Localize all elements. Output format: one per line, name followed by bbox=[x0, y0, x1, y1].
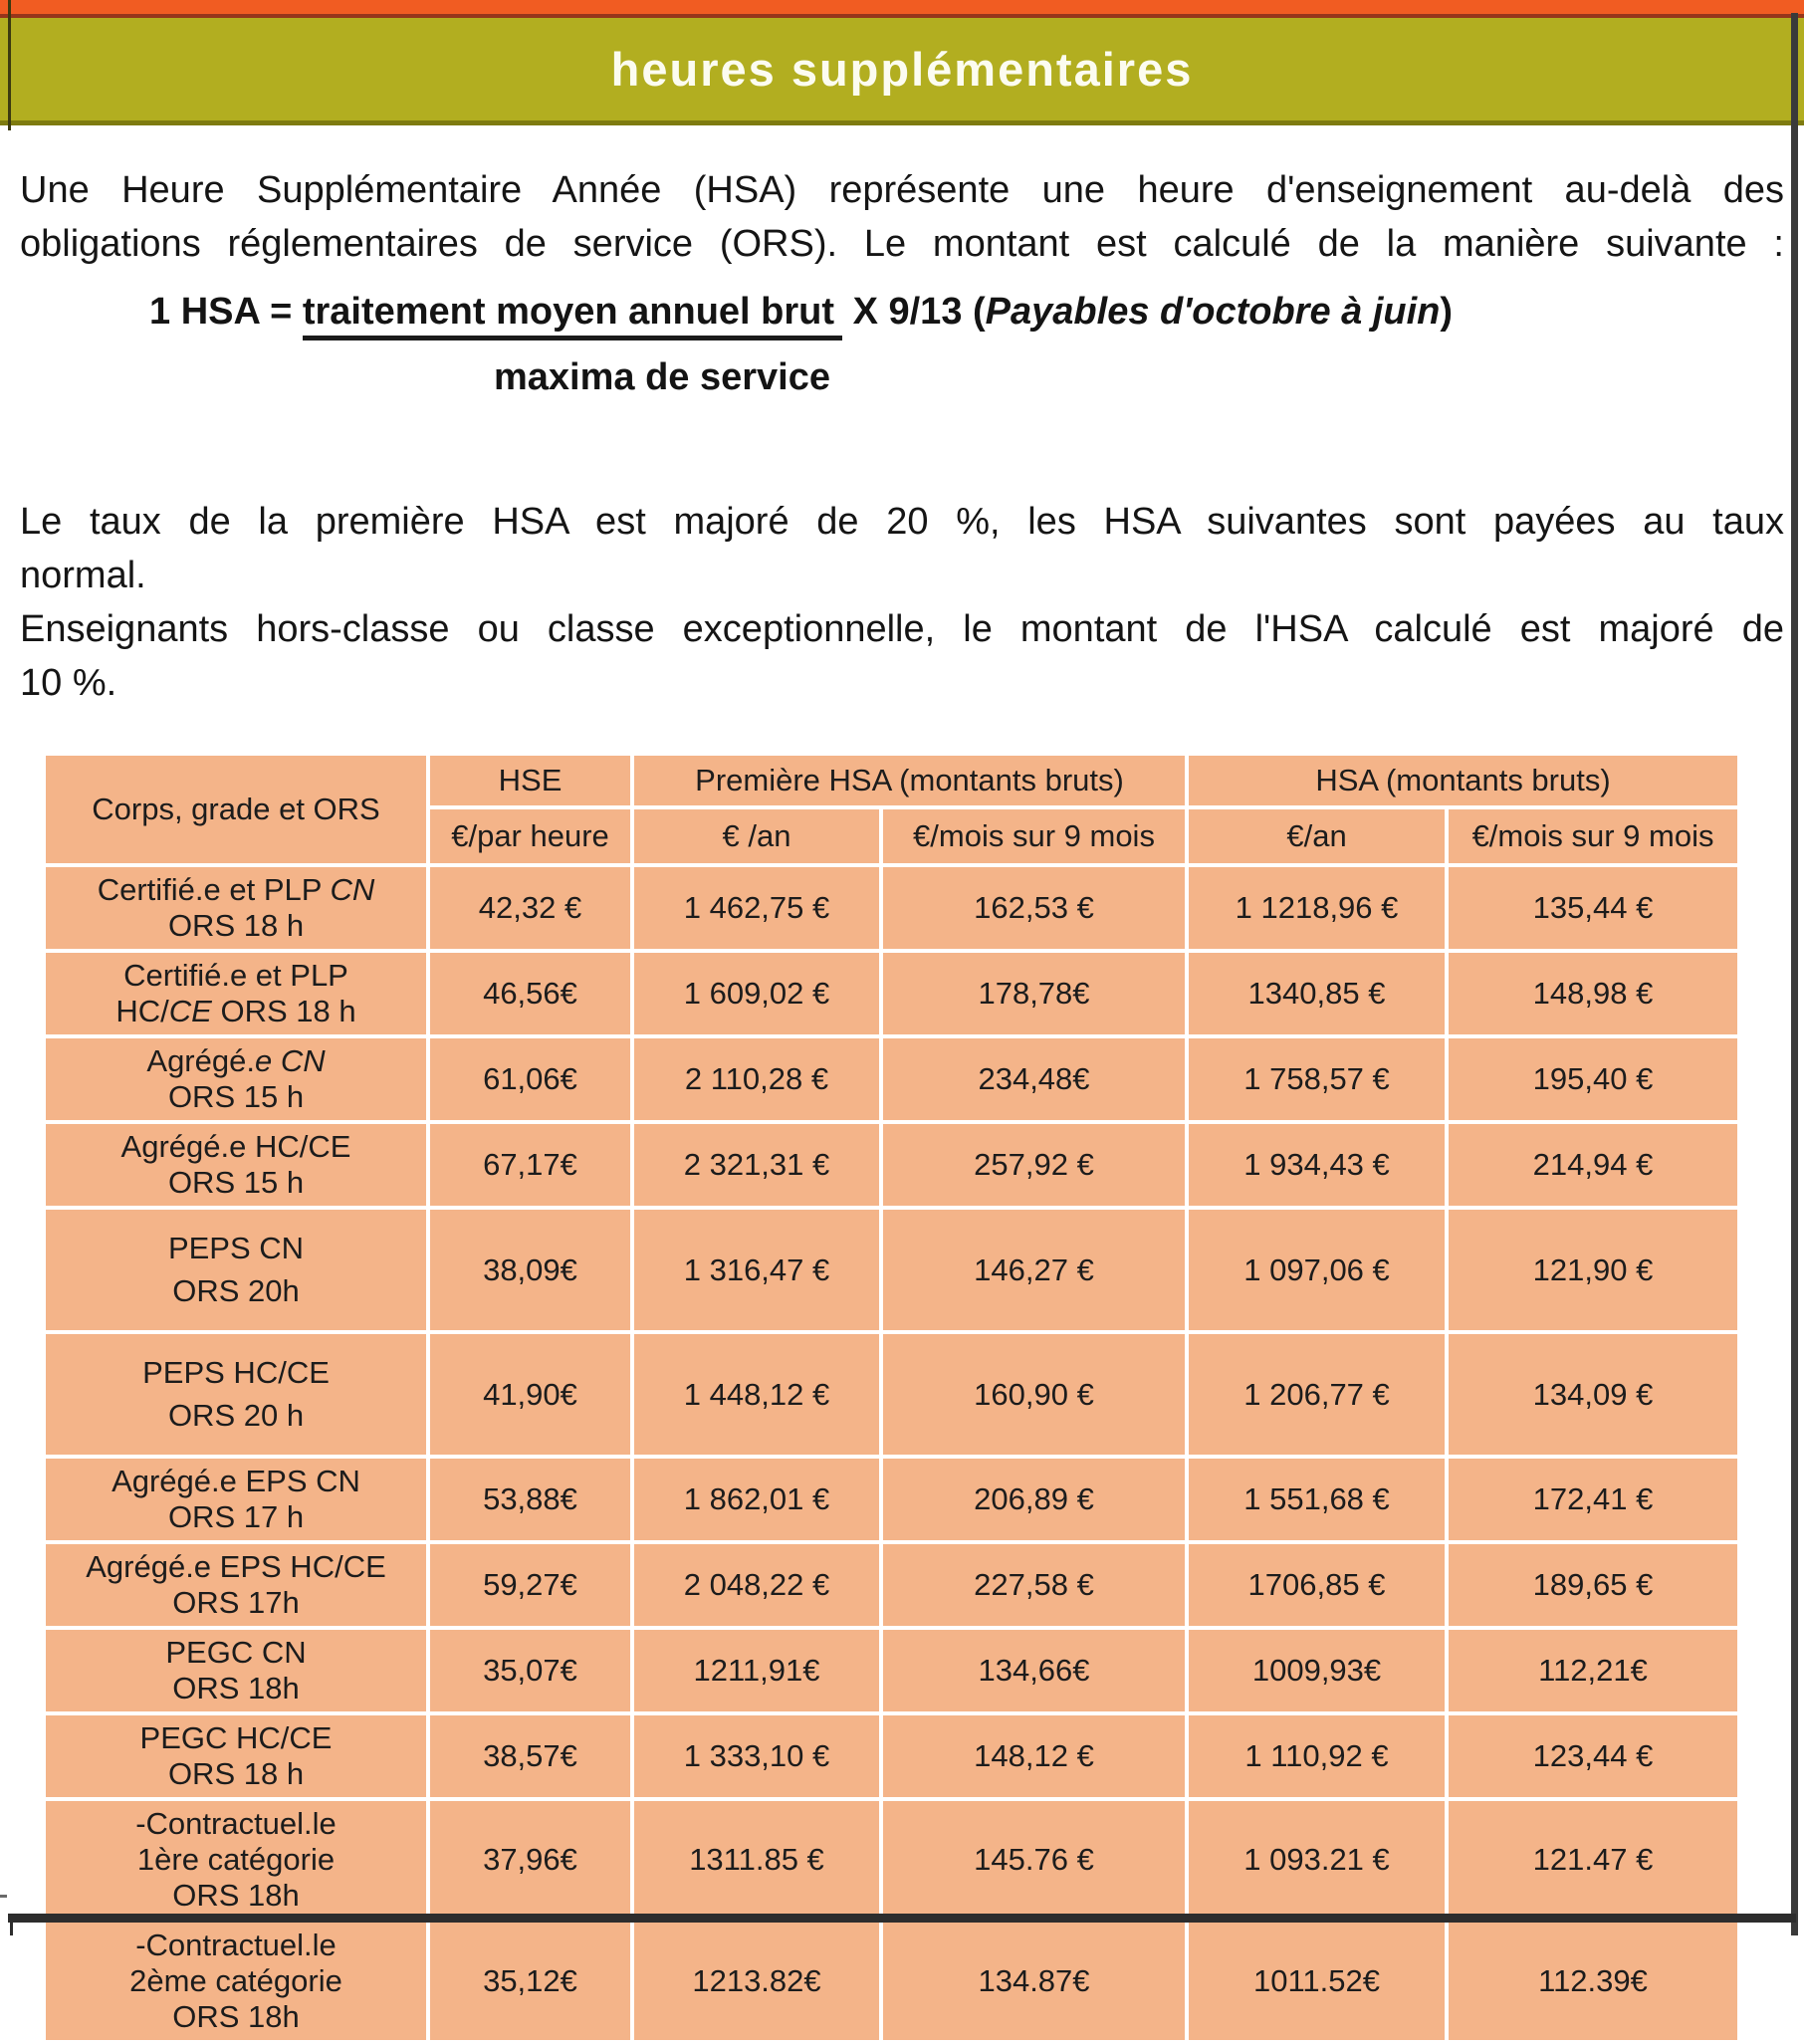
table-row bbox=[44, 1921, 1739, 2042]
text-line: Enseignants hors-classe ou classe exceptionnelle, le montant de l'HSA calculé est majoré de bbox=[20, 608, 1784, 650]
formula-denominator: maxima de service bbox=[493, 356, 830, 398]
value-cell: 112,21€ bbox=[1447, 1628, 1739, 1713]
value-cell: 53,88€ bbox=[428, 1457, 632, 1542]
value-cell: 38,57€ bbox=[428, 1713, 632, 1799]
value-cell: 178,78€ bbox=[881, 951, 1187, 1036]
value-cell: 134,66€ bbox=[881, 1628, 1187, 1713]
value-cell: 148,12 € bbox=[881, 1713, 1187, 1799]
title-banner bbox=[0, 14, 1804, 125]
value-cell: 1311.85 € bbox=[632, 1799, 881, 1921]
value-cell: 206,89 € bbox=[881, 1457, 1187, 1542]
value-cell: 1 862,01 € bbox=[632, 1457, 881, 1542]
corps-cell: Agrégé.e CN ORS 15 h bbox=[44, 1036, 428, 1122]
value-cell: 1 206,77 € bbox=[1187, 1332, 1447, 1457]
value-cell: 160,90 € bbox=[881, 1332, 1187, 1457]
table-row bbox=[44, 951, 1739, 1036]
value-cell: 59,27€ bbox=[428, 1542, 632, 1628]
corps-cell: Certifié.e et PLP CN ORS 18 h bbox=[44, 865, 428, 951]
overtime-rates-table bbox=[42, 752, 1741, 2044]
value-cell: 134.87€ bbox=[881, 1921, 1187, 2042]
formula-close-paren: ) bbox=[1440, 291, 1454, 333]
value-cell: 1011.52€ bbox=[1187, 1921, 1447, 2042]
header-hsa-an: €/an bbox=[1187, 807, 1447, 865]
header-premiere-mois: €/mois sur 9 mois bbox=[881, 807, 1187, 865]
header-premiere-hsa: Première HSA (montants bruts) bbox=[632, 754, 1187, 807]
header-hse-unit: €/par heure bbox=[428, 807, 632, 865]
table-row bbox=[44, 1332, 1739, 1457]
table-row bbox=[44, 1036, 1739, 1122]
value-cell: 257,92 € bbox=[881, 1122, 1187, 1208]
next-box-left-border bbox=[10, 1923, 13, 1935]
value-cell: 1009,93€ bbox=[1187, 1628, 1447, 1713]
right-edge-border bbox=[1791, 13, 1798, 1935]
value-cell: 214,94 € bbox=[1447, 1122, 1739, 1208]
value-cell: 121.47 € bbox=[1447, 1799, 1739, 1921]
value-cell: 1 110,92 € bbox=[1187, 1713, 1447, 1799]
value-cell: 1706,85 € bbox=[1187, 1542, 1447, 1628]
value-cell: 112.39€ bbox=[1447, 1921, 1739, 2042]
text-line: Le taux de la première HSA est majoré de 20 %, les HSA suivantes sont payées au taux bbox=[20, 501, 1784, 543]
left-edge-border bbox=[8, 0, 11, 130]
rates-paragraph bbox=[20, 495, 1784, 710]
value-cell: 2 321,31 € bbox=[632, 1122, 881, 1208]
value-cell: 135,44 € bbox=[1447, 865, 1739, 951]
corps-cell: PEGC CN ORS 18h bbox=[44, 1628, 428, 1713]
value-cell: 38,09€ bbox=[428, 1208, 632, 1332]
corps-cell: -Contractuel.le 2ème catégorie ORS 18h bbox=[44, 1921, 428, 2042]
value-cell: 61,06€ bbox=[428, 1036, 632, 1122]
table-row bbox=[44, 1713, 1739, 1799]
top-orange-strip bbox=[0, 0, 1804, 14]
formula-payable-note: Payables d'octobre à juin bbox=[985, 291, 1441, 333]
table-row bbox=[44, 1542, 1739, 1628]
intro-paragraph bbox=[20, 163, 1784, 271]
value-cell: 148,98 € bbox=[1447, 951, 1739, 1036]
value-cell: 1 316,47 € bbox=[632, 1208, 881, 1332]
value-cell: 1 093.21 € bbox=[1187, 1799, 1447, 1921]
page-title: heures supplémentaires bbox=[610, 43, 1194, 96]
value-cell: 37,96€ bbox=[428, 1799, 632, 1921]
value-cell: 195,40 € bbox=[1447, 1036, 1739, 1122]
table-row bbox=[44, 1457, 1739, 1542]
corps-cell: Certifié.e et PLP HC/CE ORS 18 h bbox=[44, 951, 428, 1036]
value-cell: 189,65 € bbox=[1447, 1542, 1739, 1628]
header-premiere-an: € /an bbox=[632, 807, 881, 865]
corps-cell: Agrégé.e EPS CN ORS 17 h bbox=[44, 1457, 428, 1542]
value-cell: 35,07€ bbox=[428, 1628, 632, 1713]
value-cell: 234,48€ bbox=[881, 1036, 1187, 1122]
value-cell: 145.76 € bbox=[881, 1799, 1187, 1921]
value-cell: 121,90 € bbox=[1447, 1208, 1739, 1332]
formula-lhs: 1 HSA = bbox=[149, 291, 303, 333]
value-cell: 2 110,28 € bbox=[632, 1036, 881, 1122]
value-cell: 172,41 € bbox=[1447, 1457, 1739, 1542]
left-margin-dash bbox=[0, 1895, 7, 1898]
corps-cell: PEGC HC/CE ORS 18 h bbox=[44, 1713, 428, 1799]
value-cell: 1213.82€ bbox=[632, 1921, 881, 2042]
table-header bbox=[44, 754, 1739, 865]
value-cell: 1 758,57 € bbox=[1187, 1036, 1447, 1122]
table-row bbox=[44, 1122, 1739, 1208]
corps-cell: PEPS CN ORS 20h bbox=[44, 1208, 428, 1332]
text-line: normal. bbox=[20, 555, 146, 596]
value-cell: 1 462,75 € bbox=[632, 865, 881, 951]
value-cell: 1211,91€ bbox=[632, 1628, 881, 1713]
value-cell: 2 048,22 € bbox=[632, 1542, 881, 1628]
value-cell: 146,27 € bbox=[881, 1208, 1187, 1332]
value-cell: 42,32 € bbox=[428, 865, 632, 951]
header-corps: Corps, grade et ORS bbox=[44, 754, 428, 865]
header-hsa-mois: €/mois sur 9 mois bbox=[1447, 807, 1739, 865]
table-row bbox=[44, 1799, 1739, 1921]
value-cell: 1 934,43 € bbox=[1187, 1122, 1447, 1208]
formula-operator: X 9/13 ( bbox=[842, 291, 986, 333]
header-row-groups bbox=[44, 754, 1739, 807]
value-cell: 1340,85 € bbox=[1187, 951, 1447, 1036]
text-line: obligations réglementaires de service (ORS). Le montant est calculé de la manière suivante : bbox=[20, 223, 1784, 265]
hsa-formula bbox=[149, 287, 1804, 337]
value-cell: 41,90€ bbox=[428, 1332, 632, 1457]
bottom-divider-rule bbox=[8, 1914, 1796, 1923]
table-row bbox=[44, 865, 1739, 951]
corps-cell: -Contractuel.le 1ère catégorie ORS 18h bbox=[44, 1799, 428, 1921]
formula-numerator: traitement moyen annuel brut bbox=[303, 291, 842, 341]
header-hse: HSE bbox=[428, 754, 632, 807]
corps-cell: Agrégé.e HC/CE ORS 15 h bbox=[44, 1122, 428, 1208]
table-row bbox=[44, 1208, 1739, 1332]
value-cell: 1 609,02 € bbox=[632, 951, 881, 1036]
table-row bbox=[44, 1628, 1739, 1713]
value-cell: 1 333,10 € bbox=[632, 1713, 881, 1799]
value-cell: 67,17€ bbox=[428, 1122, 632, 1208]
value-cell: 162,53 € bbox=[881, 865, 1187, 951]
value-cell: 35,12€ bbox=[428, 1921, 632, 2042]
text-line: 10 %. bbox=[20, 662, 117, 704]
document-content bbox=[0, 125, 1804, 2044]
table-body bbox=[44, 865, 1739, 2042]
value-cell: 1 097,06 € bbox=[1187, 1208, 1447, 1332]
corps-cell: PEPS HC/CE ORS 20 h bbox=[44, 1332, 428, 1457]
value-cell: 46,56€ bbox=[428, 951, 632, 1036]
value-cell: 134,09 € bbox=[1447, 1332, 1739, 1457]
header-hsa: HSA (montants bruts) bbox=[1187, 754, 1739, 807]
value-cell: 1 1218,96 € bbox=[1187, 865, 1447, 951]
text-line: Une Heure Supplémentaire Année (HSA) représente une heure d'enseignement au-delà des bbox=[20, 169, 1784, 211]
corps-cell: Agrégé.e EPS HC/CE ORS 17h bbox=[44, 1542, 428, 1628]
value-cell: 1 448,12 € bbox=[632, 1332, 881, 1457]
value-cell: 123,44 € bbox=[1447, 1713, 1739, 1799]
value-cell: 227,58 € bbox=[881, 1542, 1187, 1628]
value-cell: 1 551,68 € bbox=[1187, 1457, 1447, 1542]
